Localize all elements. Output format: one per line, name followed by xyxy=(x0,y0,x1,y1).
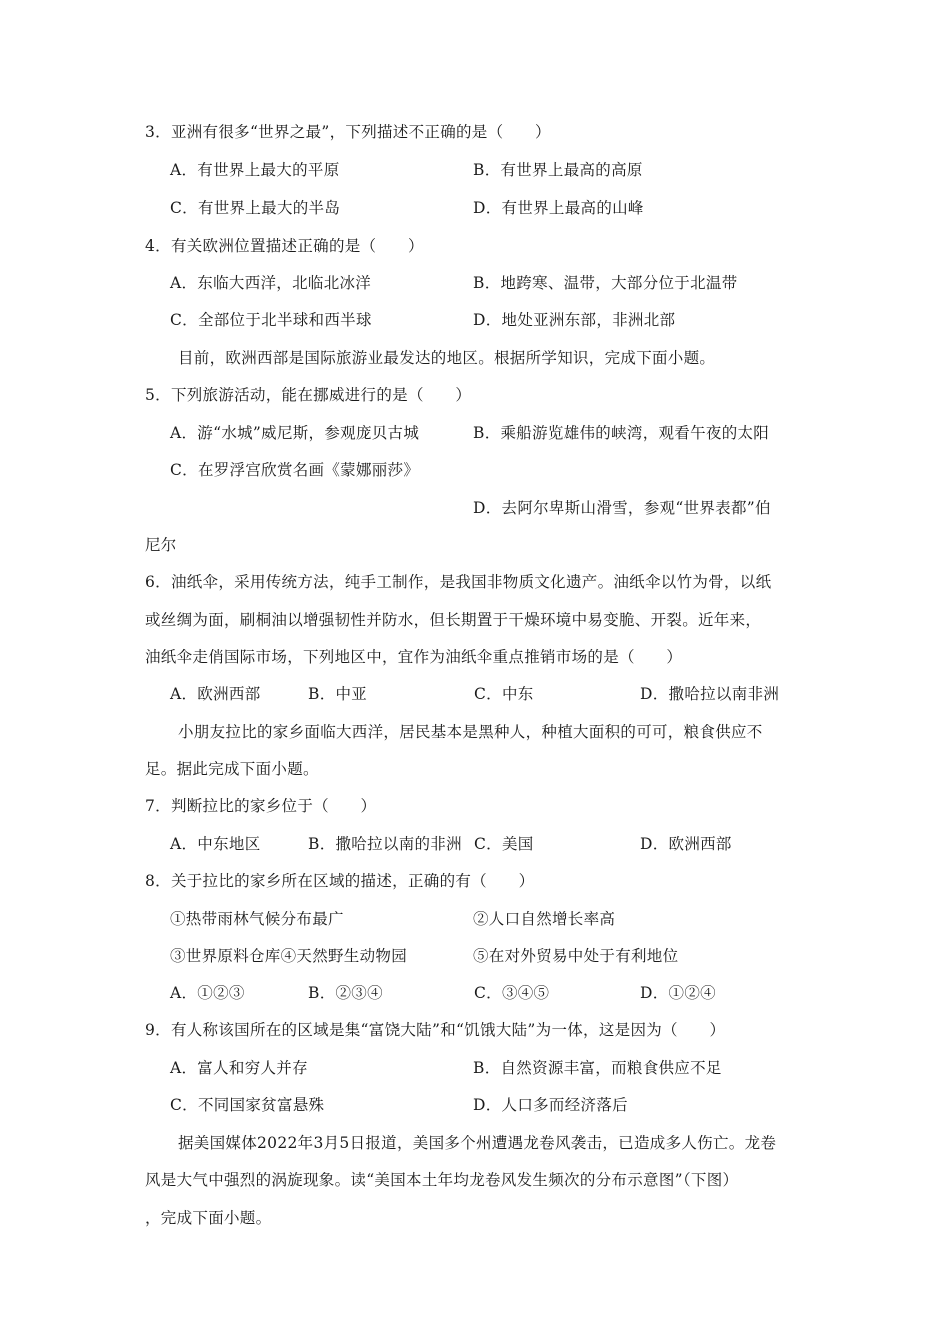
q8-option-a: A．①②③ xyxy=(170,984,245,1002)
q7-stem: 7．判断拉比的家乡位于（ ） xyxy=(145,797,377,815)
q8-stem: 8．关于拉比的家乡所在区域的描述，正确的有（ ） xyxy=(145,872,535,890)
q6-option-c: C．中东 xyxy=(474,685,534,703)
q5-option-d: D．去阿尔卑斯山滑雪，参观“世界表都”伯 xyxy=(473,499,771,517)
q3-option-d: D．有世界上最高的山峰 xyxy=(473,199,644,217)
q6-option-a: A．欧洲西部 xyxy=(170,685,261,703)
q5-option-b: B．乘船游览雄伟的峡湾，观看午夜的太阳 xyxy=(473,424,770,442)
q8-item-3-4: ③世界原料仓库④天然野生动物园 xyxy=(170,947,408,965)
q3-option-b: B．有世界上最高的高原 xyxy=(473,161,643,179)
q3-option-a: A．有世界上最大的平原 xyxy=(170,161,340,179)
intro-paragraph-10-line-2: 风是大气中强烈的涡旋现象。读“美国本土年均龙卷风发生频次的分布示意图”（下图） xyxy=(145,1171,739,1189)
q3-option-c: C．有世界上最大的半岛 xyxy=(170,199,341,217)
q6-stem-line-2: 或丝绸为面，刷桐油以增强韧性并防水，但长期置于干燥环境中易变脆、开裂。近年来， xyxy=(145,611,762,629)
q5-option-a: A．游“水城”威尼斯，参观庞贝古城 xyxy=(170,424,420,442)
q8-option-d: D．①②④ xyxy=(640,984,716,1002)
q8-item-1: ①热带雨林气候分布最广 xyxy=(170,910,344,928)
q5-option-c: C．在罗浮宫欣赏名画《蒙娜丽莎》 xyxy=(170,461,420,479)
q9-stem: 9．有人称该国所在的区域是集“富饶大陆”和“饥饿大陆”为一体，这是因为（ ） xyxy=(145,1021,726,1039)
q8-option-b: B．②③④ xyxy=(308,984,383,1002)
intro-paragraph-7-line-1: 小朋友拉比的家乡面临大西洋，居民基本是黑种人，种植大面积的可可，粮食供应不 xyxy=(178,723,763,741)
intro-paragraph-7-line-2: 足。据此完成下面小题。 xyxy=(145,760,319,778)
q7-option-c: C．美国 xyxy=(474,835,534,853)
q7-option-b: B．撒哈拉以南的非洲 xyxy=(308,835,462,853)
q6-option-d: D．撒哈拉以南非洲 xyxy=(640,685,780,703)
q4-option-d: D．地处亚洲东部，非洲北部 xyxy=(473,311,676,329)
q4-option-b: B．地跨寒、温带，大部分位于北温带 xyxy=(473,274,738,292)
q9-option-a: A．富人和穷人并存 xyxy=(170,1059,308,1077)
q7-option-a: A．中东地区 xyxy=(170,835,261,853)
q6-stem-line-3: 油纸伞走俏国际市场，下列地区中，宜作为油纸伞重点推销市场的是（ ） xyxy=(145,648,683,666)
q4-stem: 4．有关欧洲位置描述正确的是（ ） xyxy=(145,237,424,255)
q8-item-5: ⑤在对外贸易中处于有利地位 xyxy=(473,947,679,965)
q8-item-2: ②人口自然增长率高 xyxy=(473,910,616,928)
q4-option-c: C．全部位于北半球和西半球 xyxy=(170,311,372,329)
q6-stem-line-1: 6．油纸伞，采用传统方法，纯手工制作，是我国非物质文化遗产。油纸伞以竹为骨，以纸 xyxy=(145,573,772,591)
q4-option-a: A．东临大西洋，北临北冰洋 xyxy=(170,274,372,292)
intro-paragraph-10-line-3: ，完成下面小题。 xyxy=(145,1209,272,1227)
q7-option-d: D．欧洲西部 xyxy=(640,835,732,853)
intro-paragraph-10-line-1: 据美国媒体2022年3月5日报道，美国多个州遭遇龙卷风袭击，已造成多人伤亡。龙卷 xyxy=(178,1134,777,1152)
q5-stem: 5．下列旅游活动，能在挪威进行的是（ ） xyxy=(145,386,472,404)
q9-option-c: C．不同国家贫富悬殊 xyxy=(170,1096,325,1114)
intro-paragraph-5: 目前，欧洲西部是国际旅游业最发达的地区。根据所学知识，完成下面小题。 xyxy=(178,349,716,367)
q8-option-c: C．③④⑤ xyxy=(474,984,550,1002)
q6-option-b: B．中亚 xyxy=(308,685,368,703)
q3-stem: 3．亚洲有很多“世界之最”，下列描述不正确的是（ ） xyxy=(145,123,551,141)
q9-option-b: B．自然资源丰富，而粮食供应不足 xyxy=(473,1059,722,1077)
q5-option-d-wrap: 尼尔 xyxy=(145,536,177,554)
q9-option-d: D．人口多而经济落后 xyxy=(473,1096,628,1114)
